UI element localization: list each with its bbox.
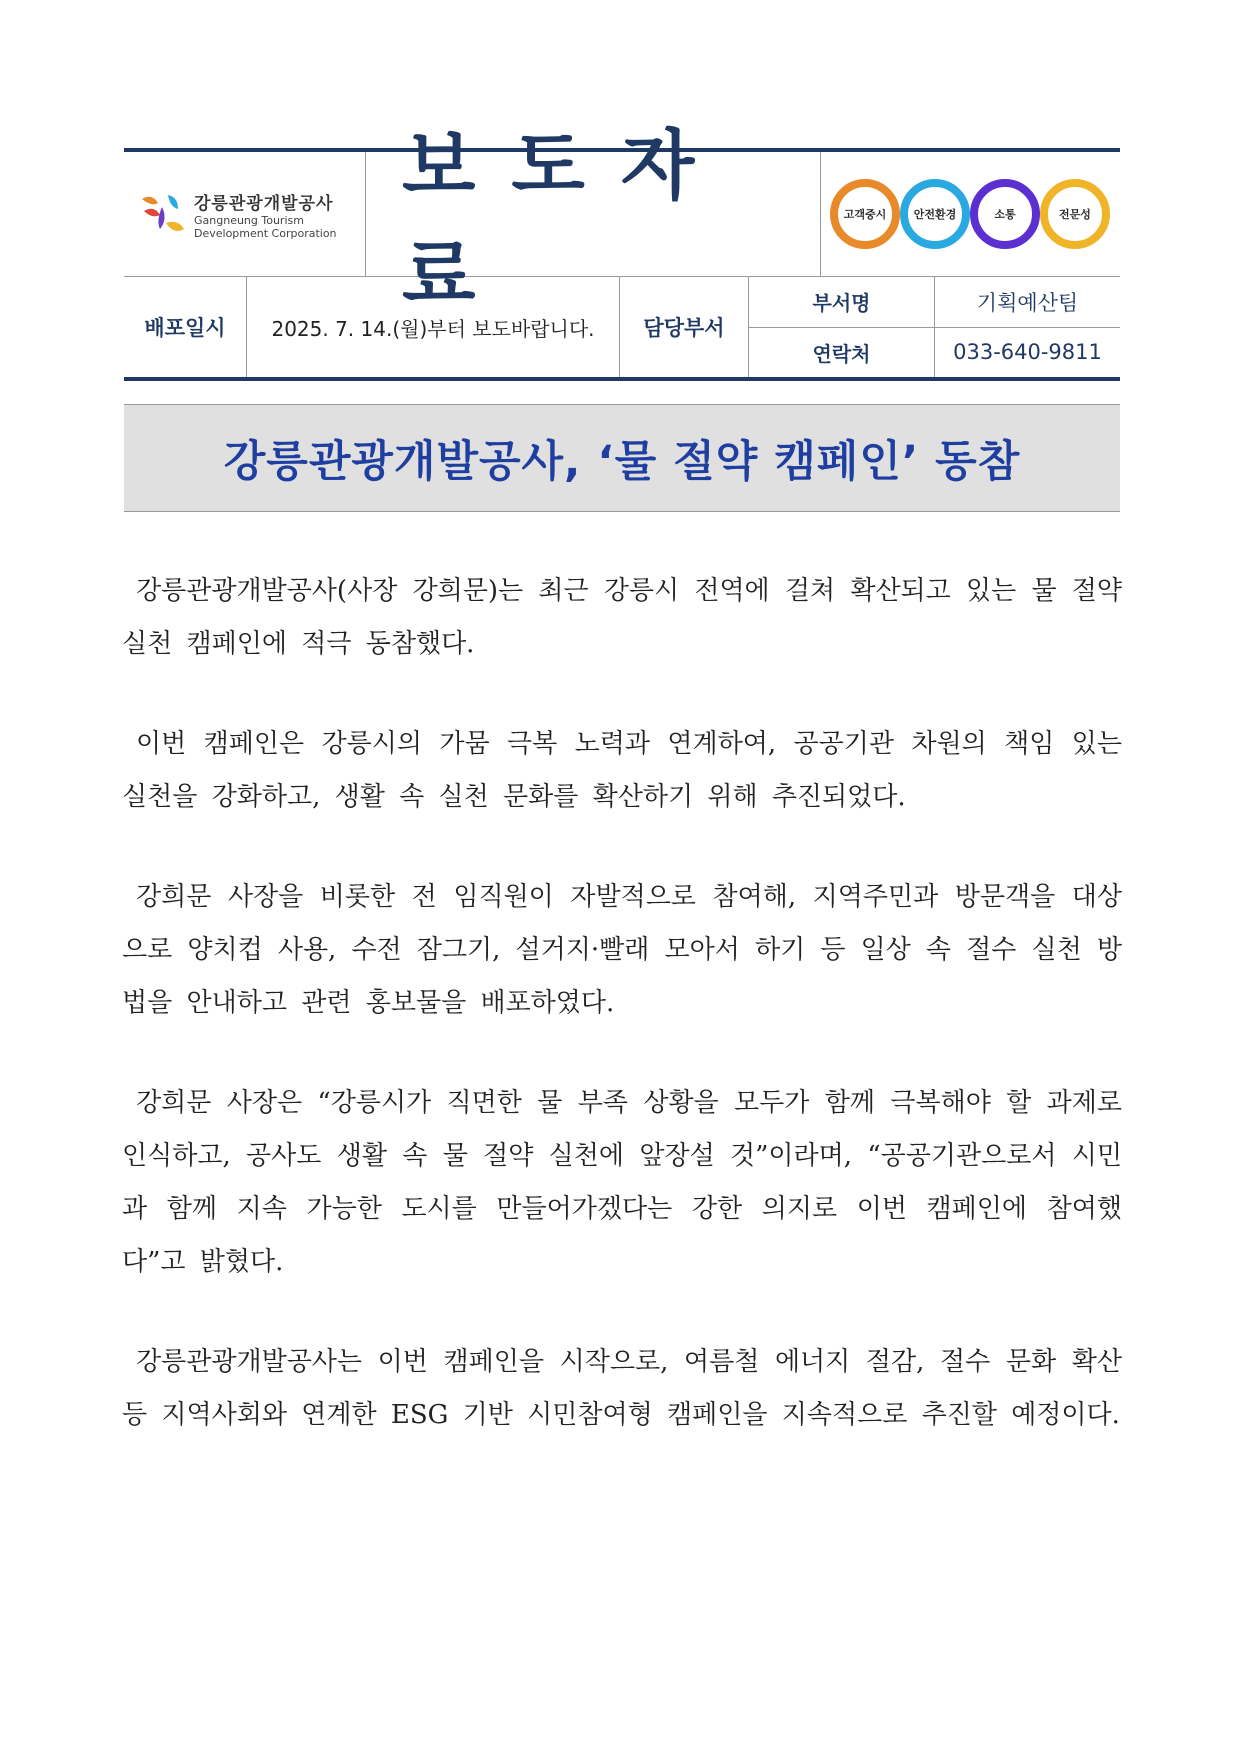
dept-label: 담당부서 (620, 277, 749, 377)
logo-name-en-1: Gangneung Tourism (194, 213, 304, 227)
dept-name-value: 기획예산팀 (976, 290, 1079, 315)
logo-mark-icon (138, 189, 186, 239)
core-values-rings (826, 169, 1116, 259)
logo-name-en-2: Development Corporation (194, 226, 337, 240)
dept-info (749, 277, 1120, 377)
dept-name-label: 부서명 (749, 277, 935, 327)
paragraph-3: 강희문 사장을 비롯한 전 임직원이 자발적으로 참여해, 지역주민과 방문객을 대상으로 양치컵 사용, 수전 잠그기, 설거지·빨래 모아서 하기 등 일상 속 절수 실천 방법을 안내하고 관련 홍보물을 배포하였다. (122, 882, 1122, 1018)
paragraph-1: 강릉관광개발공사(사장 강희문)는 최근 강릉시 전역에 걸쳐 확산되고 있는 물 절약 실천 캠페인에 적극 동참했다. (122, 576, 1122, 659)
title-cell (366, 121, 821, 319)
core-value-label-3: 소통 (993, 208, 1016, 221)
core-values (821, 152, 1120, 276)
header-info-row (124, 277, 1120, 377)
core-value-label-1: 고객중시 (843, 208, 886, 221)
contact-label: 연락처 (749, 328, 935, 378)
page-title: 보도자료 (402, 121, 731, 319)
article-body (122, 565, 1122, 1489)
contact-row (749, 327, 1120, 378)
header-table (124, 121, 1120, 381)
core-value-label-4: 전문성 (1058, 208, 1091, 221)
company-logo (124, 152, 366, 276)
contact-value: 033-640-9811 (953, 340, 1102, 365)
headline: 강릉관광개발공사, ‘물 절약 캠페인’ 동참 (124, 404, 1120, 512)
logo-name-kr: 강릉관광개발공사 (194, 193, 334, 214)
release-date: 2025. 7. 14.(월)부터 보도바랍니다. (247, 277, 620, 377)
paragraph-4: 강희문 사장은 “강릉시가 직면한 물 부족 상황을 모두가 함께 극복해야 할 과제로 인식하고, 공사도 생활 속 물 절약 실천에 앞장설 것”이라며, “공공기관으로서 시민과 함께 지속 가능한 도시를 만들어가겠다는 강한 의지로 이번 캠페인에 참여했다”고 밝혔다. (122, 1088, 1123, 1277)
release-label: 배포일시 (124, 277, 247, 377)
dept-name-row (749, 277, 1120, 327)
paragraph-5: 강릉관광개발공사는 이번 캠페인을 시작으로, 여름철 에너지 절감, 절수 문화 확산 등 지역사회와 연계한 ESG 기반 시민참여형 캠페인을 지속적으로 추진할 예정이다. (122, 1347, 1122, 1430)
paragraph-2: 이번 캠페인은 강릉시의 가뭄 극복 노력과 연계하여, 공공기관 차원의 책임 있는 실천을 강화하고, 생활 속 실천 문화를 확산하기 위해 추진되었다. (122, 729, 1122, 812)
core-value-label-2: 안전환경 (913, 208, 956, 221)
